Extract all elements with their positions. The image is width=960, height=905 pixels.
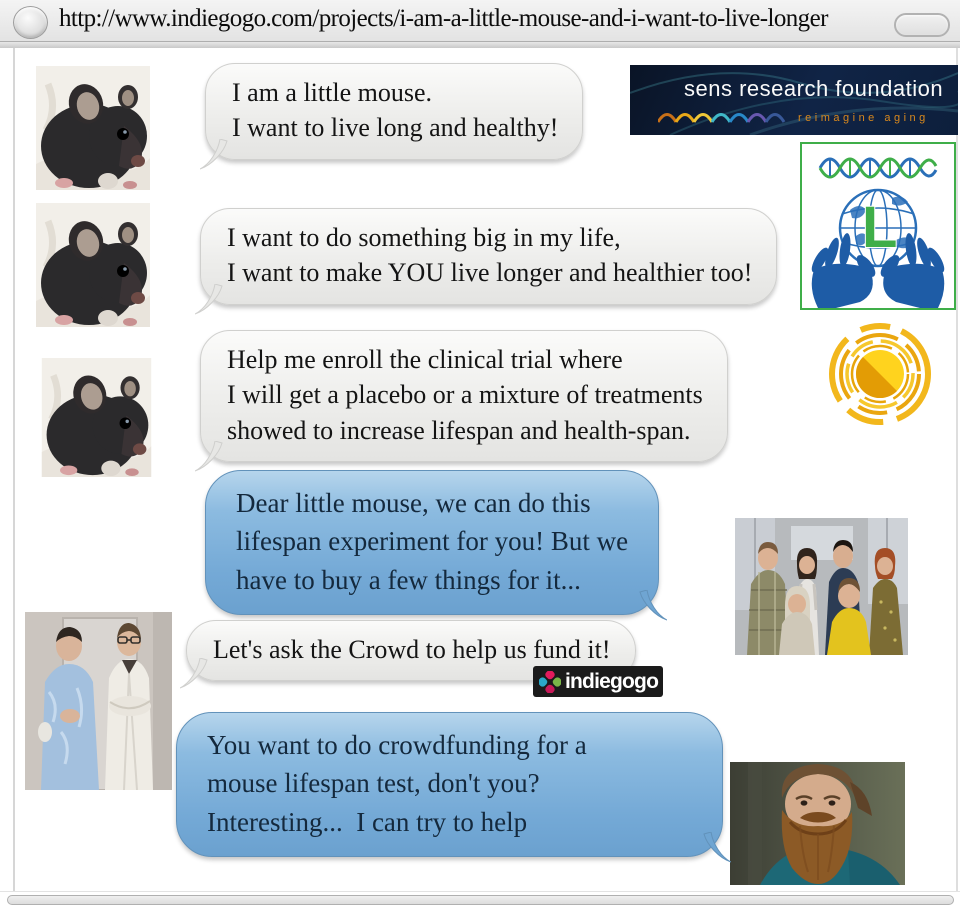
browser-url-bar[interactable] [0, 0, 960, 42]
horizontal-scrollbar[interactable] [7, 895, 954, 905]
chat-bubble-mouse-3 [200, 330, 728, 462]
indiegogo-logo [533, 666, 663, 697]
bubble-line: showed to increase lifespan and health-span. [227, 415, 691, 445]
team-photo [735, 518, 908, 655]
sens-zigzag-icon [658, 109, 794, 125]
dna-helix-icon [820, 159, 936, 177]
indiegogo-wordmark: indiegogo [565, 669, 659, 693]
bubble-line: Dear little mouse, we can do this [236, 488, 591, 518]
bubble-line: I want to make YOU live longer and healthier too! [227, 258, 753, 288]
mouse-photo-1 [36, 66, 150, 190]
chat-bubble-researchers-1 [205, 470, 659, 615]
bubble-tail-left [195, 284, 225, 315]
bubble-line: Interesting... I can try to help [207, 806, 528, 837]
bubble-line: Help me enroll the clinical trial where [227, 345, 623, 374]
bubble-line: I want to live long and healthy! [232, 113, 559, 143]
bubble-line: Let's ask the Crowd to help us fund it! [213, 635, 611, 664]
sens-logo-title: sens research foundation [684, 76, 944, 101]
mouse-photo-3 [38, 358, 155, 477]
sun-circles-logo [824, 320, 936, 428]
urlbar-shadow [0, 42, 960, 48]
chat-bubble-mouse-1 [205, 63, 583, 160]
browser-menu-button[interactable] [894, 13, 950, 37]
window-frame-left [13, 48, 15, 891]
bubble-line: mouse lifespan test, don't you? [207, 768, 540, 799]
browser-back-button[interactable] [13, 6, 48, 39]
bubble-line: You want to do crowdfunding for a [207, 730, 587, 760]
longevity-alliance-logo [800, 142, 956, 310]
indiegogo-pinwheel-icon [539, 671, 561, 693]
window-frame-bottom [0, 891, 960, 892]
window-frame-right [956, 48, 958, 891]
bubble-tail-right [701, 832, 731, 863]
alliance-letter: L [862, 195, 898, 260]
bubble-tail-left [195, 441, 225, 472]
bubble-tail-right [637, 590, 667, 621]
bubble-line: I am a little mouse. [232, 78, 433, 107]
bubble-line: I will get a placebo or a mixture of treatments [227, 380, 703, 410]
advisor-photo [730, 762, 905, 885]
url-text: http://www.indiegogo.com/projects/i-am-a-little-mouse-and-i-want-to-live-longer [59, 5, 828, 32]
chat-bubble-advisor [176, 712, 723, 857]
bubble-line: lifespan experiment for you! But we [236, 526, 629, 557]
bubble-line: have to buy a few things for it... [236, 564, 581, 595]
researchers-photo [25, 612, 172, 790]
mouse-photo-2 [36, 203, 150, 327]
bubble-tail-left [200, 139, 230, 170]
sens-research-foundation-logo [630, 65, 958, 135]
bubble-tail-left [180, 658, 210, 689]
sens-logo-tagline: reimagine aging [798, 112, 929, 124]
chat-bubble-mouse-2 [200, 208, 777, 305]
bubble-line: I want to do something big in my life, [227, 223, 621, 252]
